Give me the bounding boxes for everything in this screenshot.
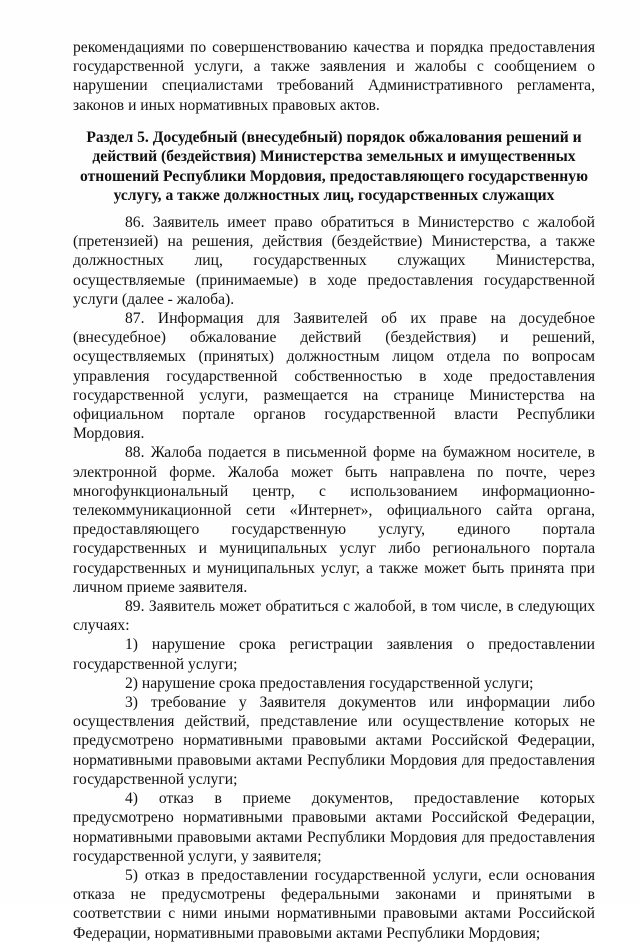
list-item-4: 4) отказ в приеме документов, предоставление которых предусмотрено нормативными правовыми актами Российской Федерации, нормативными правовыми актами Республики Мордовия для предоставления государственной услуги, у заявителя; [73,790,595,865]
paragraph-88: 88. Жалоба подается в письменной форме на бумажном носителе, в электронной форме. Жалоба может быть направлена по почте, через многофункциональный центр, с использованием информационно-телекоммуникационной сети «Интернет», официального сайта органа, предоставляющего государственную услугу, единого портала государственных и муниципальных услуг либо регионального портала государственных и муниципальных услуг, а также может быть принята при личном приеме заявителя. [73,444,595,596]
paragraphs-block [73,213,595,943]
list-item-3: 3) требование у Заявителя документов или информации либо осуществления действий, представление или осуществление которых не предусмотрено нормативными правовыми актами Российской Федерации, нормативными правовыми актами Республики Мордовия для предоставления государственной услуги; [73,694,595,788]
intro-block [73,38,595,115]
section-title: Раздел 5. Досудебный (внесудебный) порядок обжалования решений и действий (бездействия) Министерства земельных и имущественных отношений Республики Мордовия, предоставляющего государственную услугу, а также должностных лиц, государственных служащих [79,129,589,205]
list-item-1: 1) нарушение срока регистрации заявления о предоставлении государственной услуги; [73,636,595,673]
intro-paragraph: рекомендациями по совершенствованию качества и порядка предоставления государственной услуги, а также заявления и жалобы с сообщением о нарушении специалистами требований Административного регламента, законов и иных нормативных правовых актов. [73,39,595,114]
paragraph-89: 89. Заявитель может обратиться с жалобой, в том числе, в следующих случаях: [73,598,595,635]
paragraph-86: 86. Заявитель имеет право обратиться в Министерство с жалобой (претензией) на решения, действия (бездействие) Министерства, а также должностных лиц, государственных служащих Министерства, осуществляемые (принимаемые) в ходе предоставления государственной услуги (далее - жалоба). [73,214,595,308]
list-item-2: 2) нарушение срока предоставления государственной услуги; [125,674,534,692]
paragraph-87: 87. Информация для Заявителей об их праве на досудебное (внесудебное) обжалование действий (бездействия) и решений, осуществляемых (принятых) должностным лицом отдела по вопросам управления государственной собственностью в ходе предоставления государственной услуги, размещается на странице Министерства на официальном портале органов государственной власти Республики Мордовия. [73,310,595,443]
list-item-5: 5) отказ в предоставлении государственной услуги, если основания отказа не предусмотрены федеральными законами и принятыми в соответствии с ними иными нормативными правовыми актами Российской Федерации, нормативными правовыми актами Республики Мордовия; [73,866,595,942]
